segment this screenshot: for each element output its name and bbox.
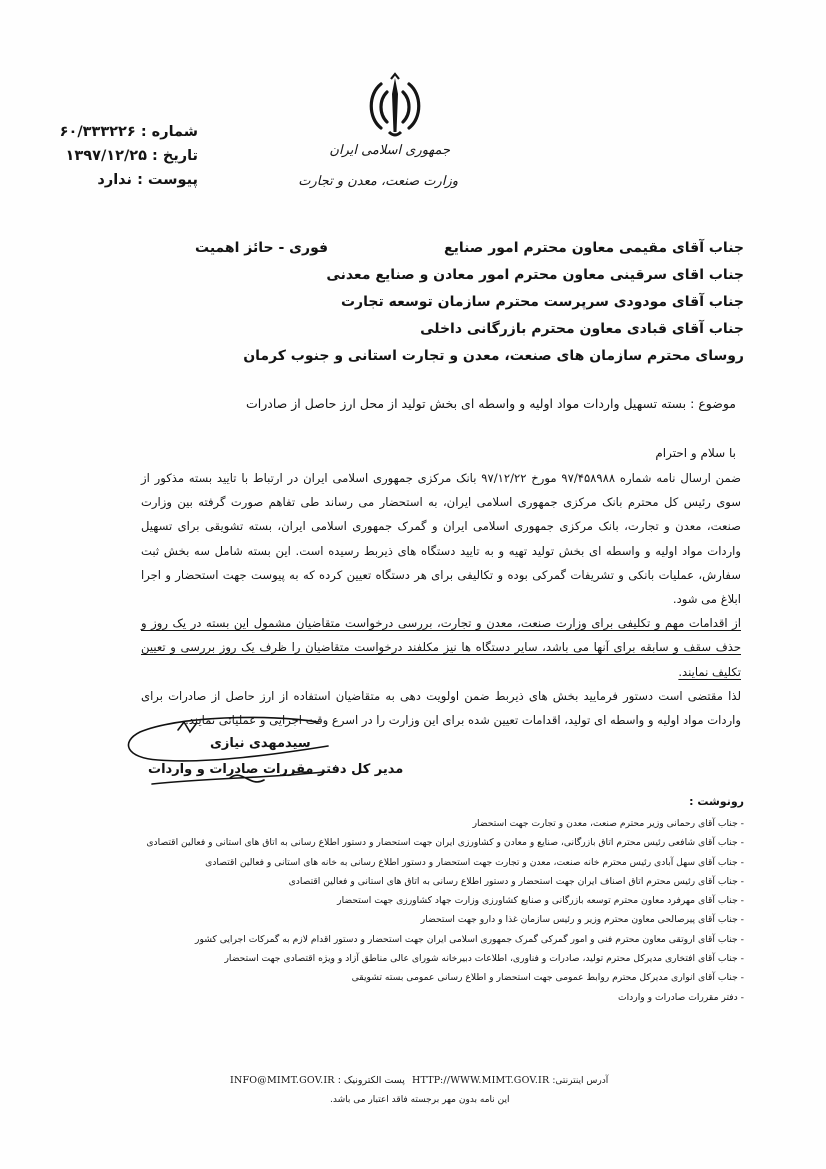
cc-item: - جناب آقای رحمانی وزیر محترم صنعت، معدن و تجارت جهت استحضار <box>104 814 744 833</box>
ministry-name: وزارت صنعت، معدن و تجارت <box>298 174 458 189</box>
handwritten-signature-icon <box>118 708 338 798</box>
republic-name: جمهوری اسلامی ایران <box>329 143 450 158</box>
body-paragraph-underlined: از اقدامات مهم و تکلیفی برای وزارت صنعت، معدن و تجارت، بررسی درخواست متقاضیان مشمول این بسته در یک روز و حذف سقف و سابقه برای آنها می باشد، سایر دستگاه ها نیز مکلفند درخواست متقاضیان را ظرف یک روز بررسی و تعیین تکلیف نمایند. <box>141 616 741 679</box>
letter-attachment-value: ندارد <box>97 172 133 188</box>
cc-item: - جناب آقای رئیس محترم اتاق اصناف ایران جهت استحضار و دستور اطلاع رسانی به اتاق های استانی و فعالین اقتصادی <box>104 872 744 891</box>
footer-email <box>230 1075 405 1086</box>
cc-item: - جناب آقای پیرصالحی معاون محترم وزیر و رئیس سازمان غذا و دارو جهت استحضار <box>104 910 744 929</box>
letter-attachment-label: پیوست : <box>137 172 198 188</box>
signer-title: مدیر کل دفتر مقررات صادرات و واردات <box>148 762 404 777</box>
recipient-line: جناب آقای مودودی سرپرست محترم سازمان توسعه تجارت <box>340 294 744 310</box>
cc-list <box>104 814 744 1007</box>
letter-body <box>141 466 741 732</box>
signer-name: سیدمهدی نیازی <box>210 736 311 751</box>
letter-date <box>66 148 198 164</box>
cc-heading: رونوشت : <box>689 795 744 808</box>
recipient-line: روسای محترم سازمان های صنعت، معدن و تجارت استانی و جنوب کرمان <box>243 348 744 364</box>
footer-website-value: HTTP://WWW.MIMT.GOV.IR <box>412 1075 550 1086</box>
footer-email-label: پست الکترونیک : <box>337 1075 405 1086</box>
body-paragraph: ضمن ارسال نامه شماره ۹۷/۴۵۸۹۸۸ مورخ ۹۷/۱۲/۲۲ بانک مرکزی جمهوری اسلامی ایران در ارتباط با تایید بسته مذکور از سوی رئیس کل محترم بانک مرکزی جمهوری اسلامی ایران، به استحضار می رساند طی تفاهم صورت گرفته بین وزارت صنعت، معدن و تجارت، بانک مرکزی جمهوری اسلامی ایران و گمرک جمهوری اسلامی ایران، بسته تشویقی برای تسهیل واردات مواد اولیه و واسطه ای بخش تولید تهیه و به تایید دستگاه های ذیربط رسیده است. این بسته شامل سه بخش ثبت سفارش، عملیات بانکی و تشریفات گمرکی بوده و تکالیفی برای هر دستگاه تعیین کرده که به پیوست جهت استحضار و اجرا ابلاغ می شود. <box>141 471 742 607</box>
cc-item: - جناب آقای شافعی رئیس محترم اتاق بازرگانی، صنایع و معادن و کشاورزی ایران جهت استحضار و دستور اطلاع رسانی به اتاق های استانی و فعالین اقتصادی <box>104 833 744 852</box>
footer-email-value: INFO@MIMT.GOV.IR <box>230 1075 335 1086</box>
recipient-line: جناب اقای سرقینی معاون محترم امور معادن و صنایع معدنی <box>326 267 744 283</box>
letter-attachment <box>97 172 198 188</box>
footer-website <box>412 1075 608 1086</box>
recipient-line: جناب آقای قبادی معاون محترم بازرگانی داخلی <box>420 321 744 337</box>
footer-website-label: آدرس اینترنتی: <box>552 1076 609 1086</box>
recipient-line: جناب آقای مقیمی معاون محترم امور صنایع <box>444 240 744 256</box>
letter-subject: موضوع : بسته تسهیل واردات مواد اولیه و واسطه ای بخش تولید از محل ارز حاصل از صادرات <box>246 396 736 411</box>
letter-date-label: تاریخ : <box>152 148 198 164</box>
letter-number <box>60 124 198 140</box>
footer-note: این نامه بدون مهر برجسته فاقد اعتبار می باشد. <box>330 1095 510 1105</box>
cc-item: - جناب آقای سهل آبادی رئیس محترم خانه صنعت، معدن و تجارت جهت استحضار و دستور اطلاع رسانی به خانه های استانی و فعالین اقتصادی <box>104 853 744 872</box>
letter-number-label: شماره : <box>140 124 198 140</box>
cc-item: - جناب آقای اروتقی معاون محترم فنی و امور گمرکی گمرک جمهوری اسلامی ایران جهت استحضار و دستور اقدام لازم به گمرکات اجرایی کشور <box>104 930 744 949</box>
cc-item: - جناب آقای انواری مدیرکل محترم روابط عمومی جهت استحضار و اطلاع رسانی عمومی بسته تشویقی <box>104 968 744 987</box>
salutation: با سلام و احترام <box>655 446 736 460</box>
body-paragraph: لذا مقتضی است دستور فرمایید بخش های ذیربط ضمن اولویت دهی به متقاضیان استفاده از ارز حاصل از صادرات برای واردات مواد اولیه و واسطه ای تولید، اقدامات تعیین شده برای این وزارت را در اسرع وقت اجرایی و عملیاتی نمایند. <box>141 688 741 728</box>
priority-label: فوری - حائز اهمیت <box>195 240 329 256</box>
cc-item: - جناب آقای مهرفرد معاون محترم توسعه بازرگانی و صنایع کشاورزی وزارت جهاد کشاورزی جهت استحضار <box>104 891 744 910</box>
letter-date-value: ۱۳۹۷/۱۲/۲۵ <box>65 148 147 164</box>
iran-emblem-icon <box>360 72 430 142</box>
letter-number-value: ۶۰/۳۳۳۲۲۶ <box>59 124 136 140</box>
cc-item: - دفتر مقررات صادرات و واردات <box>104 988 744 1007</box>
cc-item: - جناب آقای افتخاری مدیرکل محترم تولید، صادرات و فناوری، اطلاعات دبیرخانه شورای عالی مناطق آزاد و ویژه اقتصادی جهت استحضار <box>104 949 744 968</box>
